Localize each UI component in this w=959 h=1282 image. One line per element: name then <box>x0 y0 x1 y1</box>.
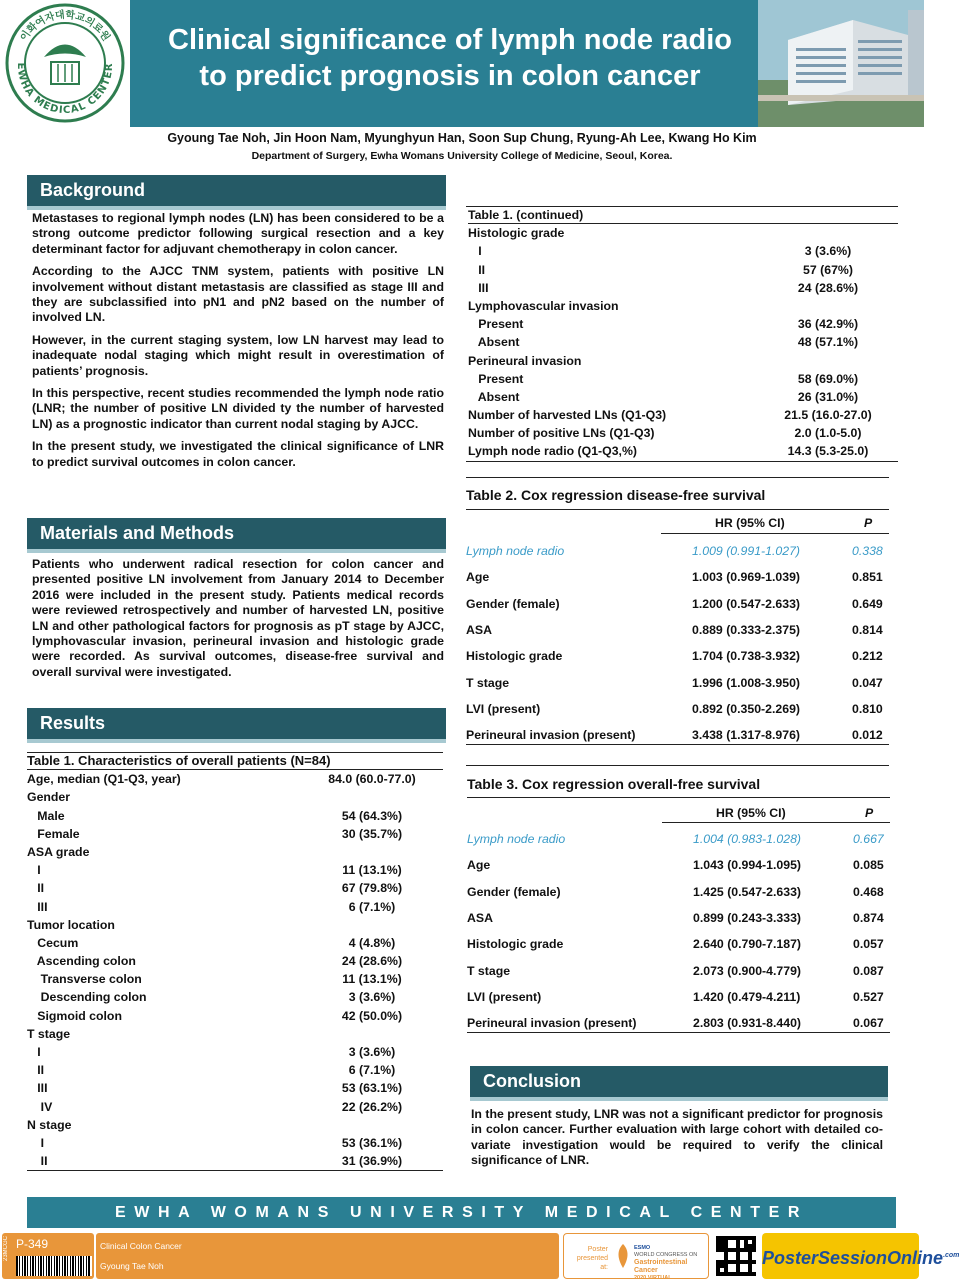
table1-continued <box>468 206 898 461</box>
table-row <box>467 987 890 1007</box>
row-label: Lymph node radio <box>466 544 565 558</box>
hr-value: 1.003 (0.969-1.039) <box>692 570 801 585</box>
row-label: N stage <box>27 1117 72 1132</box>
p-value: 0.087 <box>853 963 884 978</box>
brand-suffix: .com <box>943 1252 959 1259</box>
event-org: ESMO <box>634 1245 651 1251</box>
row-value: 3 (3.6%) <box>804 244 852 259</box>
table1-caption <box>27 752 443 770</box>
methods-text <box>32 557 444 687</box>
gi-cancer-icon <box>614 1242 632 1270</box>
p-value: 0.874 <box>853 910 884 925</box>
hr-value: 1.043 (0.994-1.095) <box>693 858 802 873</box>
row-label: IV <box>27 1099 53 1114</box>
row-label: I <box>27 1045 41 1059</box>
event-name: Gastrointestinal Cancer <box>634 1259 688 1274</box>
row-value: 48 (57.1%) <box>797 335 859 350</box>
p-value: 0.468 <box>853 884 884 899</box>
table2-p-header: P <box>864 516 873 530</box>
row-label: Histologic grade <box>466 649 563 664</box>
row-label: Absent <box>468 335 520 350</box>
table-row <box>27 1134 443 1152</box>
table-row <box>467 829 890 849</box>
row-label: Ascending colon <box>27 954 136 969</box>
row-value: 21.5 (16.0-27.0) <box>784 408 872 423</box>
table-row <box>467 961 890 981</box>
row-label: ASA grade <box>27 844 90 859</box>
table3-p-header: P <box>865 806 874 820</box>
row-label: T stage <box>467 963 511 978</box>
row-value: 30 (35.7%) <box>341 826 403 841</box>
table1-cont-caption <box>468 206 898 224</box>
table1 <box>27 752 443 1170</box>
row-value: 24 (28.6%) <box>797 280 859 295</box>
row-label: Transverse colon <box>27 972 142 987</box>
row-label: Absent <box>468 389 520 404</box>
hr-value: 1.004 (0.983-1.028) <box>693 832 802 846</box>
table-row <box>27 807 443 825</box>
row-label: I <box>27 1135 45 1150</box>
table-row <box>27 1025 443 1043</box>
svg-text:EWHA MEDICAL CENTER: EWHA MEDICAL CENTER <box>14 62 116 117</box>
table-row <box>27 1152 443 1170</box>
row-label: I <box>468 244 482 259</box>
hr-value: 0.889 (0.333-2.375) <box>692 622 801 637</box>
table-row <box>468 370 898 388</box>
title-line-1: Clinical significance of lymph node radio <box>168 24 732 56</box>
conclusion-paragraph: In the present study, LNR was not a significant predictor for prognosis in colon cancer. Further evaluation with large cohort with detailed co-variate investigation would be required to verify the clinical significance of LNR. <box>471 1107 883 1168</box>
row-value: 84.0 (60.0-77.0) <box>328 772 416 787</box>
row-value: 11 (13.1%) <box>342 972 402 987</box>
section-header-background: Background <box>27 175 446 206</box>
row-label: Perineural invasion (present) <box>466 728 636 743</box>
table-row <box>466 673 889 693</box>
affiliation: Department of Surgery, Ewha Womans University College of Medicine, Seoul, Korea. <box>251 150 673 162</box>
table-row <box>466 646 889 666</box>
row-label: III <box>27 899 48 914</box>
methods-paragraph: Patients who underwent radical resection for colon cancer and presented positive LN involvement from January 2014 to December 2016 were included in the present study. Patients medical records were reviewed retrospectively and number of harvested LN, positive LN and other pathological factors for prognosis as pT stage by AJCC, lymphovascular invasion, perineural invasion and histologic grade were recorded. As survival outcomes, disease-free survival and overall survival were investigated. <box>32 557 444 679</box>
table-row <box>27 1007 443 1025</box>
row-value: 42 (50.0%) <box>341 1008 403 1023</box>
hr-value: 1.420 (0.479-4.211) <box>693 989 801 1004</box>
table3-hr-header: HR (95% CI) <box>716 806 786 820</box>
row-label: Age <box>467 858 491 873</box>
ewha-logo <box>0 0 130 127</box>
row-label: Histologic grade <box>468 226 565 241</box>
table-row <box>466 699 889 719</box>
table-row <box>466 541 889 561</box>
row-value: 67 (79.8%) <box>341 881 403 896</box>
table-row <box>27 788 443 806</box>
row-value: 4 (4.8%) <box>348 935 396 950</box>
p-value: 0.067 <box>853 1016 884 1031</box>
p-value: 0.047 <box>852 675 883 690</box>
background-paragraph: According to the AJCC TNM system, patients with positive LN involvement without distant metastasis are classified as stage III and they are subclassified into pN1 and pN2 based on the number of involved LN. <box>32 264 444 325</box>
table-row <box>466 620 889 640</box>
table-row <box>467 908 890 928</box>
table-row <box>27 1079 443 1097</box>
brand-name: PosterSessionOnline <box>762 1248 944 1268</box>
table-row <box>468 406 898 424</box>
hr-value: 0.899 (0.243-3.333) <box>693 910 802 925</box>
row-label: III <box>468 280 489 295</box>
row-label: Number of positive LNs (Q1-Q3) <box>468 426 655 441</box>
author-list: Gyoung Tae Noh, Jin Hoon Nam, Myunghyun Han, Soon Sup Chung, Ryung-Ah Lee, Kwang Ho Kim <box>167 131 757 145</box>
row-label: T stage <box>466 675 510 690</box>
row-label: Male <box>27 808 65 823</box>
row-value: 53 (36.1%) <box>341 1135 403 1150</box>
row-label: III <box>27 1081 48 1096</box>
ewha-seal-icon <box>4 2 126 124</box>
conclusion-text <box>471 1107 883 1176</box>
table2 <box>466 487 889 747</box>
row-value: 6 (7.1%) <box>348 899 396 914</box>
p-value: 0.810 <box>852 701 883 716</box>
table2-hr-header: HR (95% CI) <box>715 516 785 530</box>
table-row <box>467 882 890 902</box>
qr-code-icon[interactable] <box>716 1236 756 1276</box>
row-label: Lymph node radio (Q1-Q3,%) <box>468 444 637 459</box>
table-row <box>27 916 443 934</box>
hr-value: 3.438 (1.317-8.976) <box>692 728 801 743</box>
section-header-results: Results <box>27 708 446 739</box>
p-value: 0.338 <box>852 544 883 558</box>
row-label: Age, median (Q1-Q3, year) <box>27 772 181 787</box>
table-row <box>468 352 898 370</box>
table-row <box>27 970 443 988</box>
row-value: 24 (28.6%) <box>341 954 403 969</box>
background-text <box>32 211 444 477</box>
footer-institution-band: EWHA WOMANS UNIVERSITY MEDICAL CENTER <box>27 1197 896 1228</box>
table-row <box>466 594 889 614</box>
table3-top-rule <box>466 765 889 766</box>
poster-id: P-349 <box>16 1237 49 1251</box>
table-row <box>27 879 443 897</box>
row-label: Age <box>466 570 490 585</box>
table-row <box>27 770 443 788</box>
table-row <box>468 224 898 242</box>
presented-at-badge <box>563 1233 709 1279</box>
table-row <box>467 855 890 875</box>
table-row <box>468 279 898 297</box>
table-row <box>468 242 898 260</box>
row-label: Present <box>468 317 524 332</box>
p-value: 0.012 <box>852 728 883 743</box>
table-row <box>468 261 898 279</box>
background-paragraph: Metastases to regional lymph nodes (LN) has been considered to be a strong outcome predictor following surgical resection and a key determinant factor for adjuvant chemotherapy in colon cancer. <box>32 211 444 256</box>
table-row <box>468 315 898 333</box>
title-line-2: to predict prognosis in colon cancer <box>199 60 701 92</box>
event-small: WORLD CONGRESS ON <box>634 1252 698 1258</box>
hr-value: 0.892 (0.350-2.269) <box>692 701 801 716</box>
row-label: Number of harvested LNs (Q1-Q3) <box>468 408 667 423</box>
table-row <box>468 333 898 351</box>
table-row <box>27 898 443 916</box>
table-row <box>466 567 889 587</box>
hr-value: 1.200 (0.547-2.633) <box>692 596 801 611</box>
row-label: Lymphovascular invasion <box>468 298 619 313</box>
row-label: II <box>27 1063 45 1078</box>
poster-presenter: Gyoung Tae Noh <box>100 1261 164 1271</box>
row-value: 31 (36.9%) <box>341 1154 403 1169</box>
event-year: 2020 VIRTUAL <box>634 1275 672 1281</box>
p-value: 0.085 <box>853 858 884 873</box>
table-row <box>27 952 443 970</box>
hospital-building-image <box>758 0 924 127</box>
row-label: Gender (female) <box>467 884 561 899</box>
table-row <box>468 442 898 460</box>
row-label: ASA <box>466 622 492 637</box>
poster-title <box>140 22 760 94</box>
row-label: II <box>27 1154 48 1169</box>
row-value: 26 (31.0%) <box>797 389 859 404</box>
poster-vertical-code: 23MCGC <box>3 1236 9 1262</box>
row-value: 36 (42.9%) <box>797 317 859 332</box>
row-value: 54 (64.3%) <box>341 808 403 823</box>
table-row <box>27 988 443 1006</box>
row-value: 6 (7.1%) <box>348 1063 396 1078</box>
table3 <box>467 776 890 1036</box>
row-value: 22 (26.2%) <box>341 1099 403 1114</box>
hr-value: 1.704 (0.738-3.932) <box>692 649 801 664</box>
row-label: II <box>27 881 45 896</box>
table-row <box>27 1116 443 1134</box>
section-header-methods: Materials and Methods <box>27 518 446 549</box>
hr-value: 1.425 (0.547-2.633) <box>693 884 802 899</box>
hr-value: 1.009 (0.991-1.027) <box>692 544 801 558</box>
row-label: ASA <box>467 910 493 925</box>
row-label: Female <box>27 826 80 841</box>
row-label: Perineural invasion (present) <box>467 1016 637 1031</box>
table-row <box>467 934 890 954</box>
svg-text:이화여자대학교의료원: 이화여자대학교의료원 <box>18 9 112 44</box>
row-label: Perineural invasion <box>468 353 582 368</box>
p-value: 0.212 <box>852 649 883 664</box>
row-label: Descending colon <box>27 990 147 1005</box>
background-paragraph: In this perspective, recent studies recommended the lymph node ratio (LNR; the number of positive LN divided ty the number of harvested LN) as a prognostic indicator than current nodal staging by AJCC. <box>32 386 444 431</box>
section-header-conclusion: Conclusion <box>470 1066 888 1097</box>
row-label: I <box>27 863 41 878</box>
background-paragraph: However, in the current staging system, low LN harvest may lead to inadequate nodal staging which might result in overestimation of patients’ prognosis. <box>32 332 444 378</box>
row-value: 3 (3.6%) <box>348 1045 396 1059</box>
row-value: 58 (69.0%) <box>797 371 859 386</box>
poster-info-box <box>96 1233 559 1279</box>
poster-topic: Clinical Colon Cancer <box>100 1241 182 1251</box>
table1-caption-text: Table 1. Characteristics of overall patients (N=84) <box>27 753 331 768</box>
table-row <box>467 1013 890 1033</box>
table1-cont-bottom-rule <box>466 461 898 462</box>
row-label: Sigmoid colon <box>27 1008 122 1023</box>
postersessiononline-logo[interactable] <box>762 1233 959 1279</box>
hr-value: 2.073 (0.900-4.779) <box>693 963 802 978</box>
p-value: 0.527 <box>853 989 884 1004</box>
table-row <box>468 424 898 442</box>
row-label: Cecum <box>27 935 79 950</box>
row-label: LVI (present) <box>466 701 541 716</box>
row-value: 57 (67%) <box>803 262 853 277</box>
row-value: 3 (3.6%) <box>348 990 396 1005</box>
p-value: 0.667 <box>853 832 884 846</box>
table-row <box>27 934 443 952</box>
table2-top-rule <box>466 477 889 478</box>
table-row <box>27 1043 443 1061</box>
row-label: Gender (female) <box>466 596 560 611</box>
table-row <box>468 297 898 315</box>
row-label: T stage <box>27 1026 71 1041</box>
p-value: 0.851 <box>852 570 883 585</box>
row-label: Histologic grade <box>467 937 564 952</box>
row-value: 14.3 (5.3-25.0) <box>787 444 869 459</box>
hr-value: 2.640 (0.790-7.187) <box>693 937 802 952</box>
table1-cont-caption-text: Table 1. (continued) <box>468 208 584 222</box>
presented-at-label: Poster presented at: <box>576 1246 608 1271</box>
table2-caption: Table 2. Cox regression disease-free survival <box>466 487 766 503</box>
row-label: II <box>468 262 486 277</box>
row-value: 2.0 (1.0-5.0) <box>794 426 862 441</box>
barcode-icon <box>16 1256 92 1276</box>
table-row <box>27 861 443 879</box>
row-value: 11 (13.1%) <box>342 863 402 878</box>
table3-caption: Table 3. Cox regression overall-free survival <box>467 776 761 792</box>
table-row <box>466 725 889 745</box>
p-value: 0.649 <box>852 596 883 611</box>
event-details <box>634 1245 704 1282</box>
p-value: 0.057 <box>853 937 884 952</box>
table-row <box>27 1098 443 1116</box>
row-value: 53 (63.1%) <box>341 1081 403 1096</box>
table-row <box>27 843 443 861</box>
hr-value: 2.803 (0.931-8.440) <box>693 1016 802 1031</box>
background-paragraph: In the present study, we investigated the clinical significance of LNR to predict survival outcomes in colon cancer. <box>32 439 444 469</box>
row-label: Present <box>468 371 524 386</box>
table-row <box>468 388 898 406</box>
row-label: Tumor location <box>27 917 115 932</box>
row-label: LVI (present) <box>467 989 542 1004</box>
table1-bottom-rule <box>27 1170 443 1171</box>
row-label: Lymph node radio <box>467 832 566 846</box>
table-row <box>27 1061 443 1079</box>
table-row <box>27 825 443 843</box>
hr-value: 1.996 (1.008-3.950) <box>692 675 801 690</box>
row-label: Gender <box>27 790 71 805</box>
p-value: 0.814 <box>852 622 883 637</box>
